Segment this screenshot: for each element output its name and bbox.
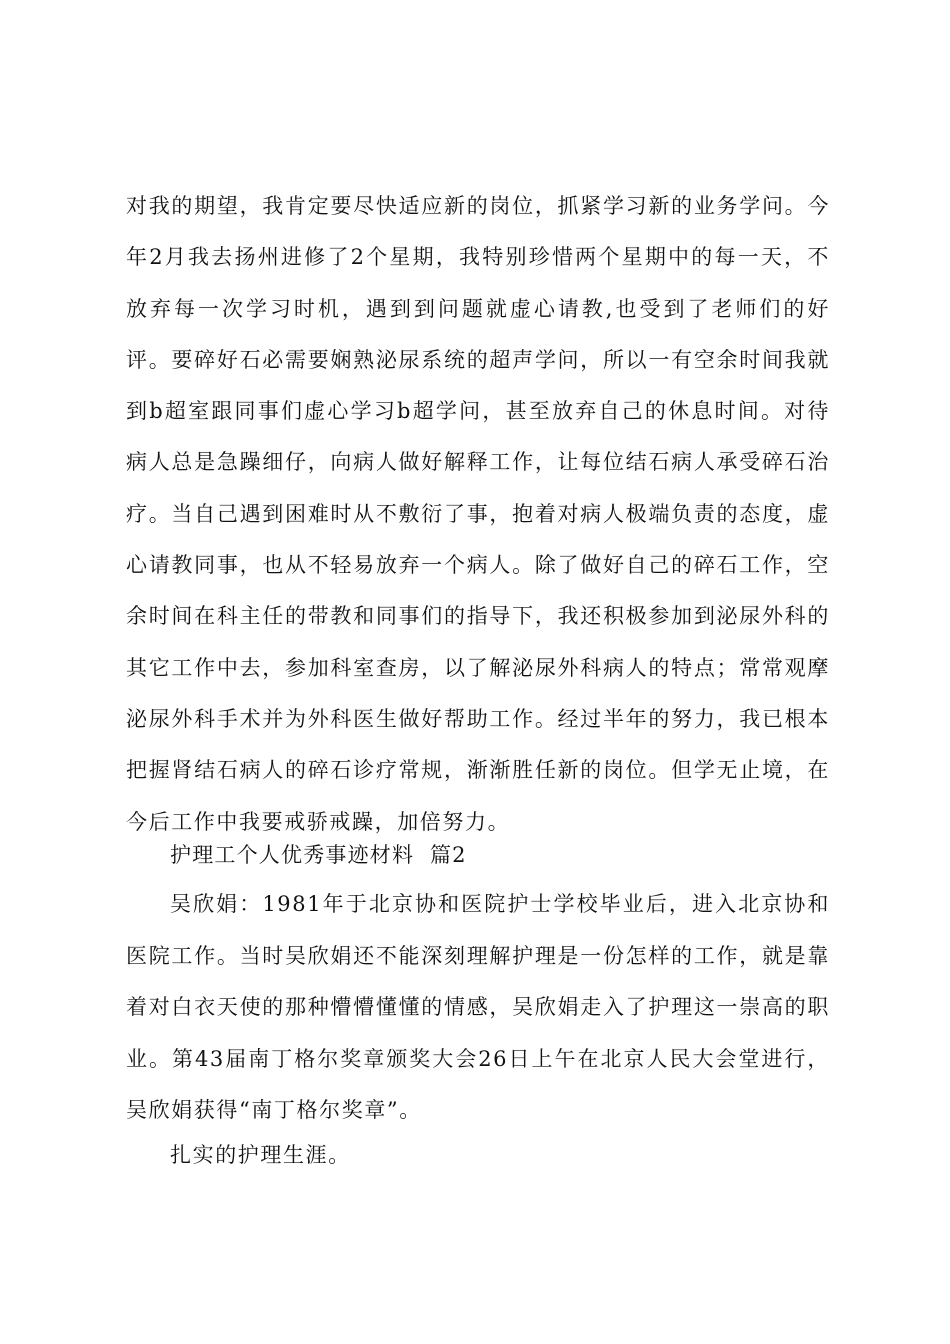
body-paragraph-1: 对我的期望，我肯定要尽快适应新的岗位，抓紧学习新的业务学问。今年2月我去扬州进修了2个星期，我特别珍惜两个星期中的每一天，不放弃每一次学习时机，遇到到问题就虚心请教,也受到了老师们的好评。要碎好石必需要娴熟泌尿系统的超声学问，所以一有空余时间我就到b超室跟同事们虚心学习b超学问，甚至放弃自己的休息时间。对待病人总是急躁细仔，向病人做好解释工作，让每位结石病人承受碎石治疗。当自己遇到困难时从不敷衍了事，抱着对病人极端负责的态度，虚心请教同事，也从不轻易放弃一个病人。除了做好自己的碎石工作，空余时间在科主任的带教和同事们的指导下，我还积极参加到泌尿外科的其它工作中去，参加科室查房，以了解泌尿外科病人的特点；常常观摩泌尿外科手术并为外科医生做好帮助工作。经过半年的努力，我已根本把握肾结石病人的碎石诊疗常规，渐渐胜任新的岗位。但学无止境，在今后工作中我要戒骄戒躁，加倍努力。 xyxy=(126,194,830,834)
body-paragraph-2: 吴欣娟：1981年于北京协和医院护士学校毕业后，进入北京协和医院工作。当时吴欣娟还不能深刻理解护理是一份怎样的工作，就是靠着对白衣天使的那种懵懵懂懂的情感，吴欣娟走入了护理这一崇高的职业。第43届南丁格尔奖章颁奖大会26日上午在北京人民大会堂进行，吴欣娟获得“南丁格尔奖章”。 xyxy=(126,892,830,1122)
body-paragraph-3: 扎实的护理生涯。 xyxy=(170,1143,351,1167)
section-heading: 护理工个人优秀事迹材料 篇2 xyxy=(170,843,467,867)
